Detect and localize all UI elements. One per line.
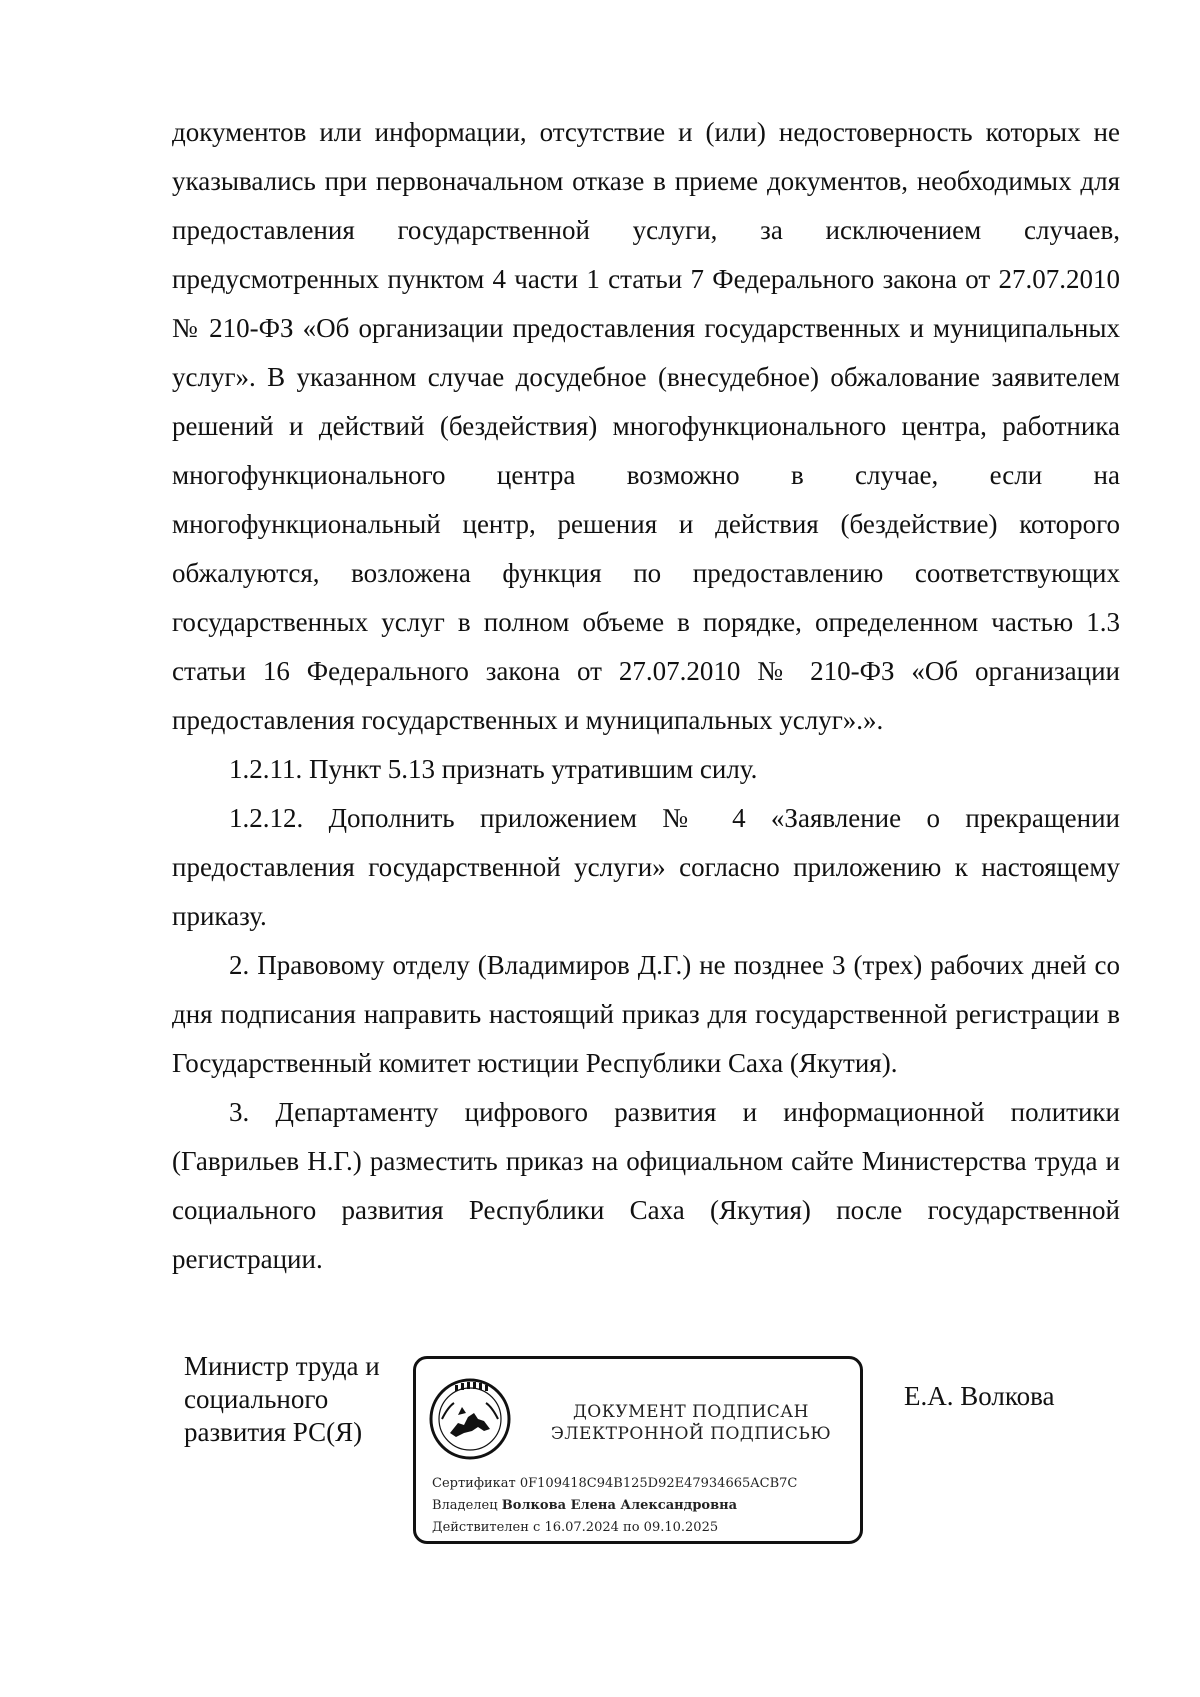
stamp-details bbox=[432, 1473, 852, 1539]
paragraph-2: 2. Правовому отделу (Владимиров Д.Г.) не позднее 3 (трех) рабочих дней со дня подписания направить настоящий приказ для государственной регистрации в Государственный комитет юстиции Республики Саха (Якутия). bbox=[172, 950, 1120, 1078]
document-body bbox=[172, 108, 1120, 1284]
valid-to-label: по bbox=[623, 1520, 640, 1535]
paragraph-1-2-11: 1.2.11. Пункт 5.13 признать утратившим силу. bbox=[229, 754, 758, 784]
owner-value: Волкова Елена Александровна bbox=[501, 1498, 738, 1513]
certificate-row bbox=[432, 1473, 852, 1495]
electronic-signature-stamp bbox=[413, 1356, 863, 1544]
paragraph-1-2-12: 1.2.12. Дополнить приложением № 4 «Заявление о прекращении предоставления государственной услуги» согласно приложению к настоящему приказу. bbox=[172, 803, 1120, 931]
paragraph-3: 3. Департаменту цифрового развития и информационной политики (Гаврильев Н.Г.) разместить приказ на официальном сайте Министерства труда и социального развития Республики Саха (Якутия) после государственной регистрации. bbox=[172, 1097, 1120, 1274]
stamp-heading-line: ДОКУМЕНТ ПОДПИСАН bbox=[572, 1402, 810, 1422]
valid-to: 09.10.2025 bbox=[643, 1520, 719, 1535]
signer-position-line: Министр труда и bbox=[184, 1351, 380, 1381]
owner-label: Владелец bbox=[432, 1498, 498, 1513]
certificate-label: Сертификат bbox=[432, 1476, 516, 1491]
signer-position-line: социального bbox=[184, 1384, 329, 1414]
stamp-heading-line: ЭЛЕКТРОННОЙ ПОДПИСЬЮ bbox=[550, 1424, 832, 1444]
coat-of-arms-icon bbox=[428, 1377, 512, 1461]
valid-label: Действителен с bbox=[432, 1520, 541, 1535]
signature-block bbox=[172, 1350, 1120, 1550]
paragraph-continuation: документов или информации, отсутствие и (или) недостоверность которых не указывались при первоначальном отказе в приеме документов, необходимых для предоставления государственной услуги, за исключением случаев, предусмотренных пунктом 4 части 1 статьи 7 Федерального закона от 27.07.2010 № 210-ФЗ «Об организации предоставления государственных и муниципальных услуг». В указанном случае досудебное (внесудебное) обжалование заявителем решений и действий (бездействия) многофункционального центра, работника многофункционального центра возможно в случае, если на многофункциональный центр, решения и действия (бездействие) которого обжалуются, возложена функция по предоставлению соответствующих государственных услуг в полном объеме в порядке, определенном частью 1.3 статьи 16 Федерального закона от 27.07.2010 № 210-ФЗ «Об организации предоставления государственных и муниципальных услуг».». bbox=[172, 117, 1120, 735]
certificate-value: 0F109418C94B125D92E47934665ACB7C bbox=[519, 1476, 798, 1491]
signer-name: Е.А. Волкова bbox=[904, 1381, 1055, 1411]
owner-row bbox=[432, 1495, 852, 1517]
signer-position-line: развития РС(Я) bbox=[184, 1417, 363, 1447]
signer-position bbox=[184, 1350, 404, 1449]
validity-row bbox=[432, 1517, 852, 1539]
stamp-heading bbox=[526, 1401, 856, 1445]
valid-from: 16.07.2024 bbox=[544, 1520, 619, 1535]
